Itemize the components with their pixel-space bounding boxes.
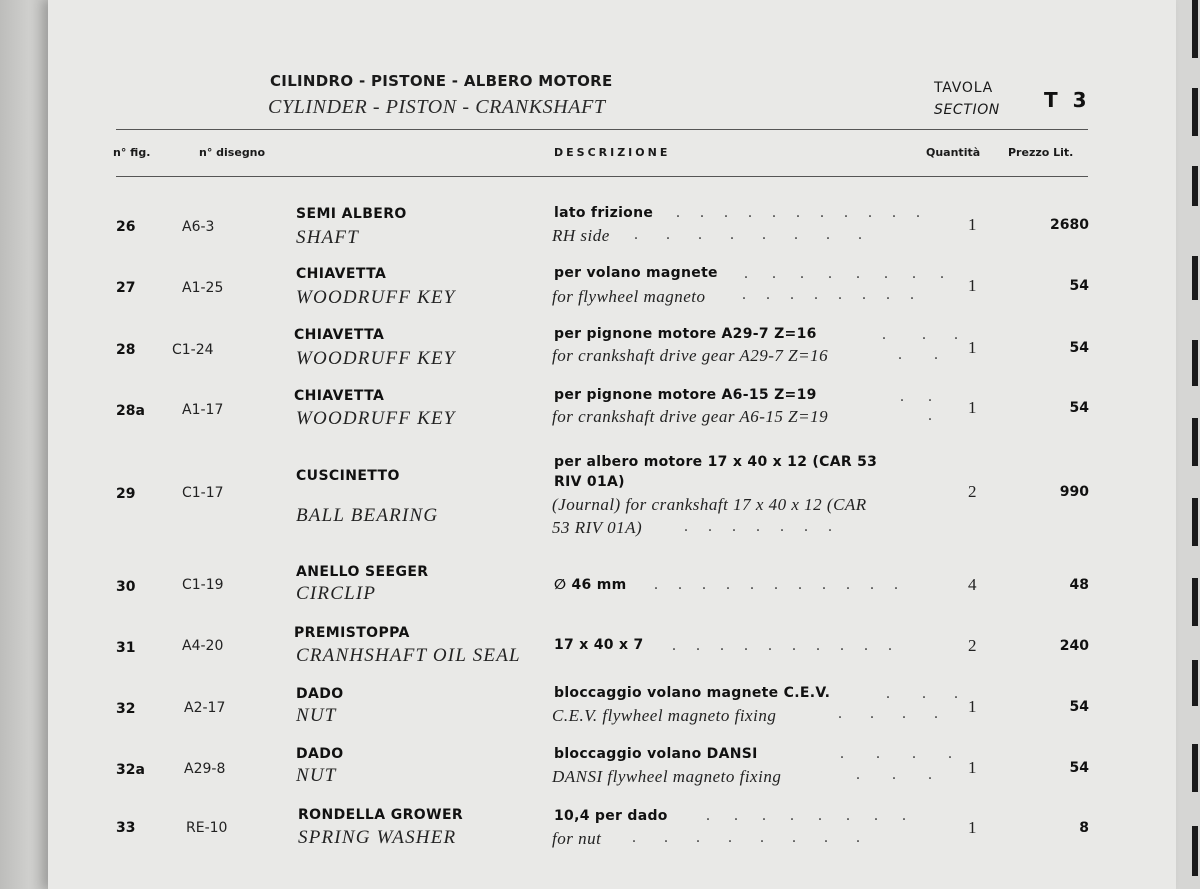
col-header-descrizione: DESCRIZIONE — [554, 146, 671, 159]
description-italian: per pignone motore A29-7 Z=16 — [554, 326, 817, 342]
leader-dots: . . — [898, 346, 938, 363]
drawing-number: A1-17 — [182, 402, 224, 418]
description-english: for crankshaft drive gear A6-15 Z=19 — [552, 407, 829, 426]
description-italian: bloccaggio volano DANSI — [554, 746, 758, 762]
fig-number: 30 — [116, 579, 136, 595]
leader-dots: . . . . . . . . — [742, 286, 914, 303]
header-rule — [116, 129, 1088, 130]
description-italian: per volano magnete — [554, 265, 718, 281]
leader-dots: . . . — [886, 685, 958, 702]
part-name-english: WOODRUFF KEY — [296, 348, 456, 369]
drawing-number: C1-19 — [182, 577, 224, 593]
price: 2680 — [1050, 217, 1089, 233]
index-tab — [1192, 744, 1198, 792]
quantity: 2 — [968, 636, 977, 655]
fig-number: 26 — [116, 219, 136, 235]
part-name-italian: PREMISTOPPA — [294, 625, 410, 641]
description-english-line1: (Journal) for crankshaft 17 x 40 x 12 (CAR — [552, 495, 867, 514]
leader-dots: . — [928, 407, 932, 424]
section-code: T 3 — [1044, 88, 1091, 112]
price: 240 — [1059, 638, 1089, 654]
drawing-number: A6-3 — [182, 219, 215, 235]
leader-dots: . . . . . . . . . . . — [654, 576, 898, 593]
column-header-rule — [116, 176, 1088, 177]
leader-dots: . . . . . . . . — [632, 829, 860, 846]
part-name-english: CIRCLIP — [296, 583, 377, 604]
leader-dots: . . — [900, 388, 932, 405]
quantity: 1 — [968, 697, 977, 716]
fig-number: 29 — [116, 486, 136, 502]
quantity: 1 — [968, 215, 977, 234]
part-name-italian: CHIAVETTA — [294, 327, 385, 343]
part-name-italian: ANELLO SEEGER — [296, 564, 429, 580]
leader-dots: . . . . — [840, 745, 952, 762]
quantity: 1 — [968, 276, 977, 295]
part-name-italian: CHIAVETTA — [296, 266, 387, 282]
quantity: 1 — [968, 758, 977, 777]
part-name-english: BALL BEARING — [296, 505, 439, 526]
fig-number: 32 — [116, 701, 136, 717]
col-header-disegno: n° disegno — [199, 146, 266, 159]
fig-number: 31 — [116, 640, 136, 656]
fig-number: 28 — [116, 342, 136, 358]
index-tab — [1192, 578, 1198, 626]
description-italian-line1: per albero motore 17 x 40 x 12 (CAR 53 — [554, 454, 878, 470]
description-italian: ∅ 46 mm — [554, 577, 627, 593]
quantity: 1 — [968, 338, 977, 357]
index-tab — [1192, 340, 1198, 386]
part-name-english: NUT — [296, 705, 337, 726]
description-italian-line2: RIV 01A) — [554, 474, 625, 490]
quantity: 2 — [968, 482, 977, 501]
index-tab — [1192, 498, 1198, 546]
quantity: 1 — [968, 398, 977, 417]
part-name-english: WOODRUFF KEY — [296, 287, 456, 308]
part-name-english: SPRING WASHER — [298, 827, 457, 848]
index-tab — [1192, 418, 1198, 466]
quantity: 1 — [968, 818, 977, 837]
section-label: SECTION — [934, 102, 1000, 118]
leader-dots: . . . . . . . . — [706, 807, 906, 824]
drawing-number: A1-25 — [182, 280, 224, 296]
leader-dots: . . . . . . . . . . . — [676, 204, 920, 221]
page-title-italian: CILINDRO - PISTONE - ALBERO MOTORE — [270, 72, 613, 90]
part-name-italian: DADO — [296, 686, 344, 702]
price: 990 — [1059, 484, 1089, 500]
leader-dots: . . . . . . . — [684, 518, 832, 535]
price: 54 — [1069, 760, 1089, 776]
fig-number: 33 — [116, 820, 136, 836]
index-tab — [1192, 166, 1198, 206]
part-name-english: CRANHSHAFT OIL SEAL — [296, 645, 521, 666]
part-name-italian: SEMI ALBERO — [296, 206, 407, 222]
price: 54 — [1069, 699, 1089, 715]
drawing-number: RE-10 — [186, 820, 228, 836]
quantity: 4 — [968, 575, 977, 594]
description-english: for nut — [552, 829, 602, 848]
description-italian: 10,4 per dado — [554, 808, 668, 824]
col-header-fig: n° fig. — [113, 146, 151, 159]
part-name-italian: DADO — [296, 746, 344, 762]
drawing-number: C1-24 — [172, 342, 214, 358]
fig-number: 27 — [116, 280, 136, 296]
price: 54 — [1069, 400, 1089, 416]
tavola-label: TAVOLA — [934, 80, 993, 96]
col-header-prezzo: Prezzo Lit. — [1008, 146, 1074, 159]
page-title-english: CYLINDER - PISTON - CRANKSHAFT — [268, 96, 606, 118]
drawing-number: C1-17 — [182, 485, 224, 501]
index-tab — [1192, 0, 1198, 58]
leader-dots: . . . . — [838, 705, 938, 722]
leader-dots: . . . . . . . . . . — [672, 637, 892, 654]
index-tab — [1192, 660, 1198, 706]
description-english: DANSI flywheel magneto fixing — [552, 767, 782, 786]
index-tab — [1192, 88, 1198, 136]
leader-dots: . . . . . . . . — [634, 226, 862, 243]
leader-dots: . . . — [856, 766, 932, 783]
description-english: for flywheel magneto — [552, 287, 706, 306]
part-name-english: NUT — [296, 765, 337, 786]
description-english: RH side — [552, 226, 610, 245]
col-header-quantita: Quantità — [926, 146, 981, 159]
description-italian: lato frizione — [554, 205, 654, 221]
price: 54 — [1069, 278, 1089, 294]
index-tab — [1192, 826, 1198, 876]
index-tab — [1192, 256, 1198, 300]
price: 48 — [1069, 577, 1089, 593]
price: 8 — [1079, 820, 1089, 836]
description-english: for crankshaft drive gear A29-7 Z=16 — [552, 346, 829, 365]
fig-number: 32a — [116, 762, 145, 778]
description-italian: bloccaggio volano magnete C.E.V. — [554, 685, 831, 701]
part-name-english: WOODRUFF KEY — [296, 408, 456, 429]
drawing-number: A4-20 — [182, 638, 224, 654]
part-name-italian: RONDELLA GROWER — [298, 807, 464, 823]
part-name-italian: CUSCINETTO — [296, 468, 400, 484]
part-name-italian: CHIAVETTA — [294, 388, 385, 404]
part-name-english: SHAFT — [296, 227, 359, 248]
drawing-number: A2-17 — [184, 700, 226, 716]
description-italian: per pignone motore A6-15 Z=19 — [554, 387, 817, 403]
leader-dots: . . . — [882, 326, 958, 343]
fig-number: 28a — [116, 403, 145, 419]
page-stack-edge — [0, 0, 48, 889]
description-english: C.E.V. flywheel magneto fixing — [552, 706, 777, 725]
description-english-line2: 53 RIV 01A) — [552, 518, 643, 537]
drawing-number: A29-8 — [184, 761, 226, 777]
description-italian: 17 x 40 x 7 — [554, 637, 644, 653]
leader-dots: . . . . . . . . — [744, 265, 944, 282]
price: 54 — [1069, 340, 1089, 356]
